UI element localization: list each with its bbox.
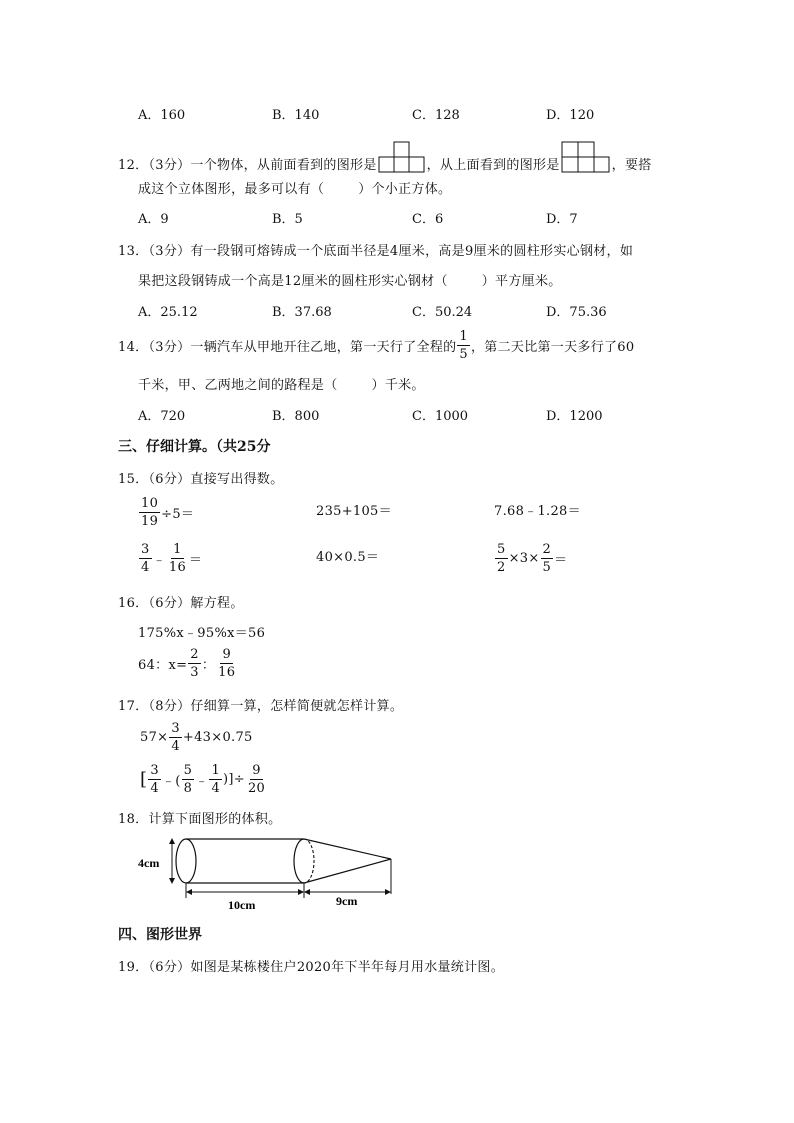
denominator: 16	[168, 560, 187, 575]
cylinder-cone-figure	[136, 832, 398, 914]
cylinder-length-label: 10cm	[228, 898, 256, 912]
fraction	[209, 764, 222, 795]
fraction	[216, 648, 237, 679]
q11-option-b: B．140	[272, 108, 320, 123]
q14-option-b: B．800	[272, 409, 320, 424]
q14-line1-post: ，第二天比第一天多行了60	[471, 340, 635, 355]
operator: ﹣	[152, 553, 166, 568]
fraction	[495, 543, 508, 574]
fraction	[541, 543, 554, 574]
denominator: 16	[218, 665, 236, 680]
numerator: 5	[183, 763, 193, 778]
denominator: 8	[183, 781, 193, 796]
q15-expr-2: 235+105＝	[316, 504, 392, 519]
section-4-heading: 四、图形世界	[118, 927, 202, 943]
q13-line1: 13．（3分）有一段钢可熔铸成一个底面半径是4厘米，高是9厘米的圆柱形实心钢材，如	[118, 244, 634, 259]
arrow-right-icon	[298, 889, 304, 895]
q13-line2-post: ）平方厘米。	[481, 274, 562, 289]
numerator: 3	[141, 542, 150, 557]
denominator: 5	[459, 347, 468, 362]
denominator: 2	[497, 560, 506, 575]
expr-pre: 57×	[140, 730, 169, 745]
q12-line1	[118, 141, 652, 173]
denominator: 4	[211, 781, 221, 796]
q12-option-b: B．5	[272, 212, 303, 227]
q11-option-a: A．160	[138, 108, 186, 123]
q12-option-c: C．6	[412, 212, 444, 227]
fraction	[167, 543, 188, 574]
q12-text-pre: 12．（3分）一个物体，从前面看到的图形是	[118, 158, 377, 173]
q14-line2-pre: 千米，甲、乙两地之间的路程是（	[138, 378, 338, 393]
q12-text-mid: ，从上面看到的图形是	[426, 158, 560, 173]
q13-option-c: C．50.24	[412, 305, 473, 320]
q12-text-post: ，要搭	[611, 158, 652, 173]
fraction	[182, 764, 195, 795]
q15-expr-6	[494, 543, 567, 574]
cone-bottom-edge	[304, 859, 391, 883]
q14-line1-pre: 14．（3分）一辆汽车从甲地开往乙地，第一天行了全程的	[118, 340, 457, 355]
numerator: 1	[459, 329, 468, 344]
fraction	[457, 330, 470, 361]
denominator: 5	[542, 560, 552, 575]
numerator: 9	[252, 763, 261, 778]
q14-line2-post: ）千米。	[371, 378, 425, 393]
q14-line2	[138, 374, 425, 393]
equals: ＝	[189, 553, 203, 568]
q12-line2-post: ）个小正方体。	[358, 182, 452, 197]
cone-length-label: 9cm	[336, 894, 358, 908]
q11-option-d: D．120	[546, 108, 595, 123]
cylinder-left-base	[176, 839, 196, 883]
q13-option-a: A．25.12	[138, 305, 198, 320]
q14-option-a: A．720	[138, 409, 186, 424]
operator: ﹣	[195, 774, 209, 789]
expr-post: +43×0.75	[182, 730, 253, 745]
bracket-open: [	[140, 769, 148, 790]
arrow-left-icon	[186, 889, 192, 895]
denominator: 20	[247, 781, 266, 796]
operator: ﹣(	[161, 774, 181, 789]
q14-line1	[118, 330, 634, 361]
q15-expr-4	[138, 543, 202, 574]
q18-title: 18．计算下面图形的体积。	[118, 812, 282, 827]
q17-expr-2	[140, 764, 268, 795]
q12-option-a: A．9	[138, 212, 169, 227]
q13-line2	[138, 270, 562, 289]
numerator: 1	[211, 763, 221, 778]
numerator: 10	[141, 496, 159, 511]
fraction	[188, 648, 201, 679]
expr-pre: 64：x=	[138, 658, 188, 673]
numerator: 2	[542, 542, 552, 557]
q13-line2-pre: 果把这段钢铸成一个高是12厘米的圆柱形实心钢材（	[138, 274, 448, 289]
q17-expr-1	[140, 722, 253, 753]
height-label: 4cm	[138, 856, 160, 870]
numerator: 3	[171, 721, 180, 736]
denominator: 4	[150, 781, 159, 796]
numerator: 9	[222, 647, 232, 662]
numerator: 2	[190, 647, 199, 662]
q13-option-d: D．75.36	[546, 305, 607, 320]
q12-line2	[138, 178, 451, 197]
q19-title: 19．（6分）如图是某栋楼住户2020年下半年每月用水量统计图。	[118, 960, 504, 975]
q15-expr-1	[138, 497, 194, 528]
q15-title: 15．（6分）直接写出得数。	[118, 472, 284, 487]
fraction	[246, 764, 267, 795]
operator: ×3×	[508, 551, 540, 566]
denominator: 4	[171, 739, 180, 754]
denominator: 4	[141, 560, 150, 575]
fraction	[139, 543, 152, 574]
q14-option-c: C．1000	[412, 409, 469, 424]
q16-equation-2	[138, 648, 238, 679]
q16-title: 16．（6分）解方程。	[118, 596, 244, 611]
q11-option-c: C．128	[412, 108, 460, 123]
q14-option-d: D．1200	[546, 409, 603, 424]
arrow-down-icon	[169, 878, 175, 884]
numerator: 3	[150, 763, 159, 778]
arrow-right-icon	[385, 889, 391, 895]
denominator: 19	[141, 514, 159, 529]
cylinder-right-base-front	[294, 839, 304, 883]
section-3-heading: 三、仔细计算。（共25分	[118, 439, 271, 455]
arrow-up-icon	[169, 838, 175, 844]
cone-top-edge	[304, 839, 391, 859]
fraction	[148, 764, 161, 795]
expr-rest: ÷5＝	[161, 507, 195, 522]
q12-option-d: D．7	[546, 212, 578, 227]
q13-option-b: B．37.68	[272, 305, 332, 320]
numerator: 5	[497, 542, 506, 557]
q15-expr-5: 40×0.5＝	[316, 550, 380, 565]
ratio-sign: ：	[201, 658, 216, 673]
denominator: 3	[190, 665, 199, 680]
q12-line2-pre: 成这个立体图形，最多可以有（	[138, 182, 325, 197]
arrow-left-icon	[304, 889, 310, 895]
q17-title: 17．（8分）仔细算一算，怎样简便就怎样计算。	[118, 699, 404, 714]
fraction	[169, 722, 182, 753]
bracket-close: )]÷	[223, 772, 245, 787]
top-view-figure	[561, 141, 611, 173]
fraction	[139, 497, 160, 528]
q15-expr-3: 7.68﹣1.28＝	[494, 504, 581, 519]
q16-equation-1: 175%x﹣95%x＝56	[138, 626, 266, 641]
cylinder-right-base-hidden	[304, 839, 314, 883]
numerator: 1	[173, 542, 182, 557]
equals: ＝	[554, 553, 568, 568]
front-view-figure	[378, 141, 426, 173]
